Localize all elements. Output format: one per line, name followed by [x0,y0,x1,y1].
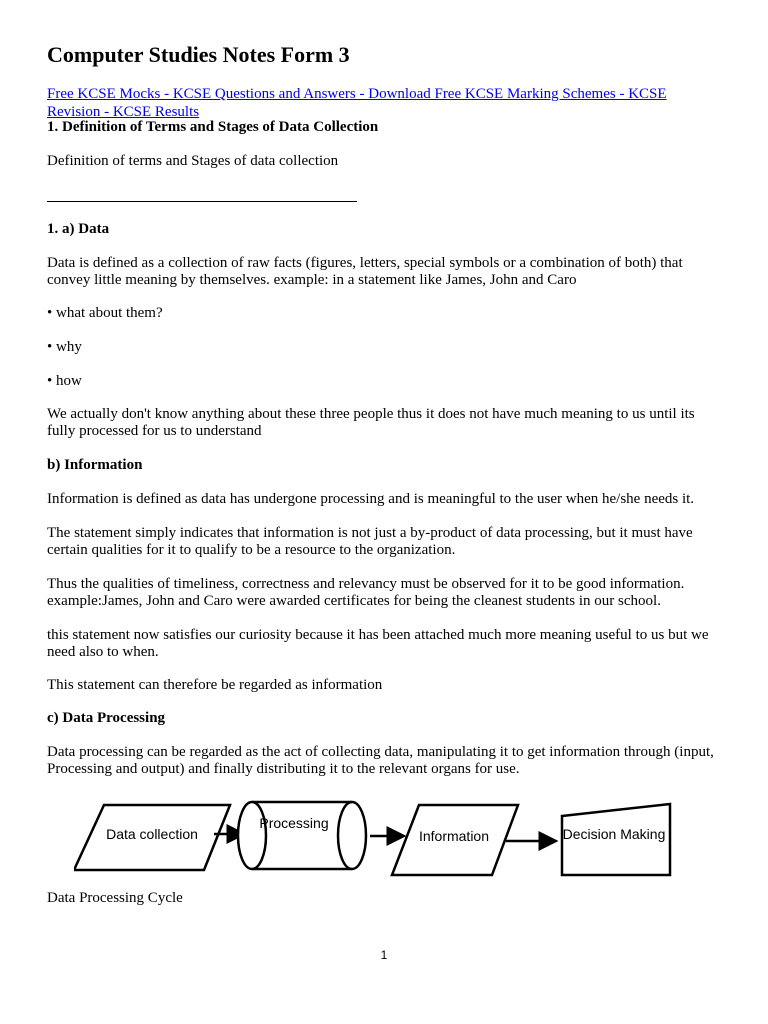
information-paragraph-5: This statement can therefore be regarded as information [47,677,383,693]
data-heading: 1. a) Data [47,221,110,237]
decision-making-label: Decision Making [562,826,666,842]
page-title: Computer Studies Notes Form 3 [47,42,350,67]
data-paragraph-2: We actually don't know anything about these three people thus it does not have much meaning to us until its fully processed for us to understand [47,406,695,439]
information-paragraph-4: this statement now satisfies our curiosity because it has been attached much more meaning useful to us but we need also to when. [47,627,709,660]
processing-shape [238,802,366,869]
data-processing-cycle-diagram [74,798,674,878]
information-paragraph-3: Thus the qualities of timeliness, correctness and relevancy must be observed for it to be good information. example:James, John and Caro were awarded certificates for being the cleanest students in our school. [47,576,685,609]
information-paragraph-1: Information is defined as data has undergone processing and is meaningful to the user when he/she needs it. [47,491,695,507]
bullet-why: • why [47,339,82,355]
divider-line [47,201,357,202]
information-paragraph-2: The statement simply indicates that information is not just a by-product of data processing, but it must have certain qualities for it to qualify to be a resource to the organization. [47,525,693,558]
kcse-links[interactable]: Free KCSE Mocks - KCSE Questions and Answers - Download Free KCSE Marking Schemes - KCSE Revision - KCSE Results [47,86,667,120]
bullet-how: • how [47,373,82,389]
information-heading: b) Information [47,457,143,473]
data-processing-paragraph: Data processing can be regarded as the act of collecting data, manipulating it to get information through (input, Processing and output) and finally distributing it to the relevant organs for use. [47,744,714,777]
intro-text: Definition of terms and Stages of data collection [47,153,339,169]
section-heading: 1. Definition of Terms and Stages of Data Collection [47,119,379,135]
diagram-caption: Data Processing Cycle [47,890,183,906]
information-label: Information [418,828,490,844]
page-number: 1 [380,948,388,962]
processing-label: Processing [259,815,329,831]
data-paragraph: Data is defined as a collection of raw facts (figures, letters, special symbols or a combination of both) that convey little meaning by themselves. example: in a statement like James, John and Caro [47,255,683,288]
data-processing-heading: c) Data Processing [47,710,166,726]
data-collection-label: Data collection [106,826,198,842]
bullet-what: • what about them? [47,305,163,321]
